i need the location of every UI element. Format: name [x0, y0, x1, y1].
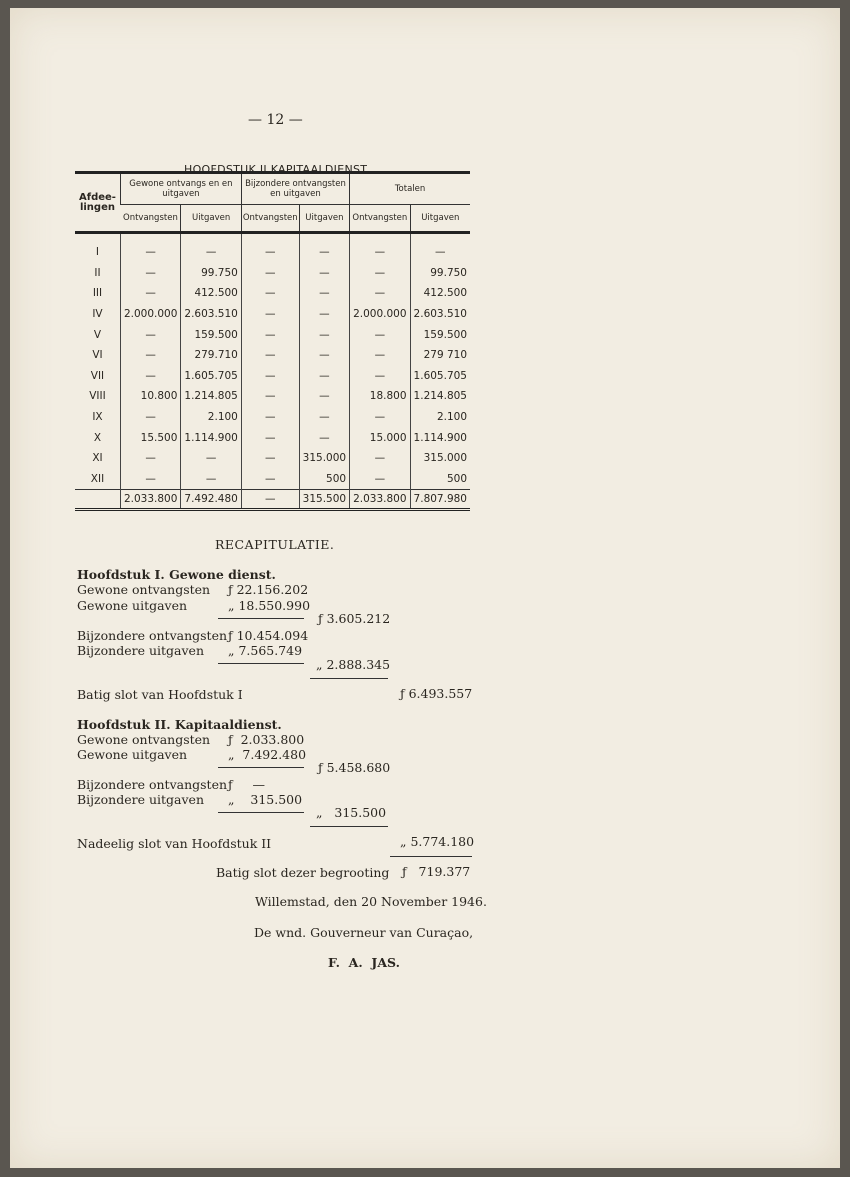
recap-h1-uitg-label: Gewone uitgaven: [77, 598, 188, 613]
recap-final-value: ƒ 719.377: [402, 864, 471, 879]
rule: [310, 678, 388, 679]
group-totalen: Totalen: [350, 173, 470, 205]
cell-value: —: [120, 263, 180, 284]
cell-value: —: [350, 345, 410, 366]
cell-value: 279.710: [181, 345, 241, 366]
row-label: IV: [92, 308, 103, 321]
row-label: VII: [90, 369, 105, 382]
cell-value: —: [299, 345, 349, 366]
cell-value: 500: [299, 469, 349, 490]
table-row: [75, 263, 470, 284]
cell-value: 99.750: [410, 263, 470, 284]
cell-value: —: [241, 242, 299, 263]
cell-value: 2.000.000: [120, 304, 180, 325]
sub-ontvangsten: Ontvangsten: [120, 205, 180, 233]
signatory-name: F. A. JAS.: [328, 955, 400, 970]
row-label: X: [93, 431, 102, 444]
cell-value: 2.100: [410, 407, 470, 428]
rule: [218, 618, 304, 619]
cell-value: 412.500: [410, 283, 470, 304]
cell-value: —: [241, 366, 299, 387]
recap-h1-title: Hoofdstuk I. Gewone dienst.: [77, 567, 276, 582]
cell-value: —: [241, 427, 299, 448]
cell-value: —: [120, 242, 180, 263]
recap-h1-sub1: ƒ 3.605.212: [318, 611, 391, 626]
cell-value: 15.500: [120, 427, 180, 448]
recap-heading: RECAPITULATIE.: [215, 537, 335, 552]
cell-value: —: [241, 386, 299, 407]
recap-h1-uitg-value: „ 18.550.990: [228, 598, 311, 613]
cell-value: —: [299, 283, 349, 304]
recap-h2-slot-label: Nadeelig slot van Hoofdstuk II: [77, 836, 272, 851]
cell-value: —: [350, 407, 410, 428]
cell-value: —: [241, 345, 299, 366]
cell-value: —: [120, 448, 180, 469]
row-label: III: [92, 287, 103, 300]
total-value: —: [241, 490, 299, 510]
recap-h1-buitg-label: Bijzondere uitgaven: [77, 643, 205, 658]
cell-value: —: [120, 469, 180, 490]
row-label: XI: [92, 452, 103, 465]
cell-value: —: [241, 407, 299, 428]
table-row: [75, 469, 470, 490]
cell-value: 315.000: [410, 448, 470, 469]
cell-value: 1.114.900: [181, 427, 241, 448]
cell-value: —: [299, 407, 349, 428]
cell-value: —: [410, 242, 470, 263]
cell-value: —: [350, 469, 410, 490]
col-afdeelingen: Afdee- lingen: [75, 173, 120, 233]
sub-uitgaven: Uitgaven: [299, 205, 349, 233]
recap-h1-buitg-value: „ 7.565.749: [228, 643, 303, 658]
total-value: [75, 490, 120, 510]
row-label: XII: [90, 472, 105, 485]
recap-h2-bontv-value: ƒ —: [228, 777, 265, 792]
cell-value: 2.100: [181, 407, 241, 428]
rule: [310, 826, 388, 827]
cell-value: —: [299, 242, 349, 263]
table-row: [75, 304, 470, 325]
rule: [218, 767, 304, 768]
recap-h2-buitg-value: „ 315.500: [228, 792, 303, 807]
total-value: 7.492.480: [181, 490, 241, 510]
place-date: Willemstad, den 20 November 1946.: [255, 894, 487, 909]
sub-ontvangsten: Ontvangsten: [350, 205, 410, 233]
table-row: [75, 324, 470, 345]
cell-value: 18.800: [350, 386, 410, 407]
table-title: HOOFDSTUK II KAPITAALDIENST: [184, 163, 368, 176]
cell-value: 159.500: [410, 324, 470, 345]
cell-value: —: [120, 283, 180, 304]
row-label: V: [93, 328, 102, 341]
cell-value: —: [299, 304, 349, 325]
cell-value: 15.000: [350, 427, 410, 448]
recap-h1-ontv-label: Gewone ontvangsten: [77, 582, 211, 597]
total-value: 315.500: [299, 490, 349, 510]
sub-ontvangsten: Ontvangsten: [241, 205, 299, 233]
recap-h2-uitg-value: „ 7.492.480: [228, 747, 307, 762]
recap-h1-bontv-label: Bijzondere ontvangsten: [77, 628, 228, 643]
cell-value: 10.800: [120, 386, 180, 407]
table-row: [75, 345, 470, 366]
table-row: [75, 407, 470, 428]
cell-value: 1.214.805: [181, 386, 241, 407]
cell-value: —: [299, 386, 349, 407]
cell-value: —: [241, 304, 299, 325]
cell-value: 2.000.000: [350, 304, 410, 325]
table-row: [75, 386, 470, 407]
row-label: IX: [92, 411, 103, 424]
cell-value: 315.000: [299, 448, 349, 469]
budget-table: [75, 171, 470, 511]
total-value: 2.033.800: [350, 490, 410, 510]
cell-value: 2.603.510: [181, 304, 241, 325]
recap-h1-ontv-value: ƒ 22.156.202: [228, 582, 309, 597]
cell-value: —: [350, 448, 410, 469]
recap-h2-bontv-label: Bijzondere ontvangsten: [77, 777, 228, 792]
recap-h2-ontv-label: Gewone ontvangsten: [77, 732, 211, 747]
table-row: [75, 448, 470, 469]
cell-value: —: [241, 469, 299, 490]
cell-value: 159.500: [181, 324, 241, 345]
cell-value: —: [299, 263, 349, 284]
recap-h1-slot-label: Batig slot van Hoofdstuk I: [77, 687, 243, 702]
total-value: 7.807.980: [410, 490, 470, 510]
cell-value: 500: [410, 469, 470, 490]
cell-value: 279 710: [410, 345, 470, 366]
cell-value: —: [299, 427, 349, 448]
rule: [218, 663, 304, 664]
recap-h2-buitg-label: Bijzondere uitgaven: [77, 792, 205, 807]
cell-value: —: [299, 324, 349, 345]
cell-value: —: [241, 448, 299, 469]
recap-h2-ontv-value: ƒ 2.033.800: [228, 732, 305, 747]
cell-value: —: [120, 345, 180, 366]
row-label: VI: [92, 349, 103, 362]
group-bijzondere: Bijzondere ontvangsten en uitgaven: [241, 173, 349, 205]
cell-value: 1.214.805: [410, 386, 470, 407]
group-gewone: Gewone ontvangs en en uitgaven: [120, 173, 241, 205]
sub-uitgaven: Uitgaven: [181, 205, 241, 233]
cell-value: —: [350, 263, 410, 284]
cell-value: —: [120, 407, 180, 428]
recap-h2-slot-value: „ 5.774.180: [400, 834, 475, 849]
signatory-title: De wnd. Gouverneur van Curaçao,: [254, 925, 474, 940]
totals-row: [75, 490, 470, 510]
cell-value: —: [181, 469, 241, 490]
cell-value: —: [181, 242, 241, 263]
row-label: II: [94, 266, 101, 279]
cell-value: —: [241, 263, 299, 284]
cell-value: —: [350, 242, 410, 263]
cell-value: —: [181, 448, 241, 469]
recap-h1-sub2: „ 2.888.345: [316, 657, 391, 672]
recap-h2-sub1: ƒ 5.458.680: [318, 760, 391, 775]
cell-value: —: [350, 366, 410, 387]
cell-value: 1.605.705: [181, 366, 241, 387]
cell-value: —: [241, 324, 299, 345]
table-row: [75, 283, 470, 304]
cell-value: —: [120, 366, 180, 387]
recap-h2-title: Hoofdstuk II. Kapitaaldienst.: [77, 717, 282, 732]
cell-value: 2.603.510: [410, 304, 470, 325]
recap-h1-bontv-value: ƒ 10.454.094: [228, 628, 309, 643]
recap-h2-uitg-label: Gewone uitgaven: [77, 747, 188, 762]
cell-value: —: [350, 324, 410, 345]
table-row: [75, 242, 470, 263]
cell-value: —: [241, 283, 299, 304]
table-row: [75, 427, 470, 448]
total-value: 2.033.800: [120, 490, 180, 510]
rule: [218, 812, 304, 813]
rule: [390, 856, 472, 857]
cell-value: 412.500: [181, 283, 241, 304]
cell-value: —: [350, 283, 410, 304]
table-row: [75, 366, 470, 387]
sub-uitgaven: Uitgaven: [410, 205, 470, 233]
cell-value: —: [299, 366, 349, 387]
cell-value: 99.750: [181, 263, 241, 284]
cell-value: 1.605.705: [410, 366, 470, 387]
recap-h1-slot-value: ƒ 6.493.557: [400, 686, 473, 701]
row-label: I: [95, 246, 100, 259]
cell-value: —: [120, 324, 180, 345]
row-label: VIII: [89, 390, 106, 403]
page-number: — 12 —: [248, 112, 303, 128]
recap-h2-sub2: „ 315.500: [316, 805, 387, 820]
cell-value: 1.114.900: [410, 427, 470, 448]
recap-final-label: Batig slot dezer begrooting: [216, 865, 390, 880]
